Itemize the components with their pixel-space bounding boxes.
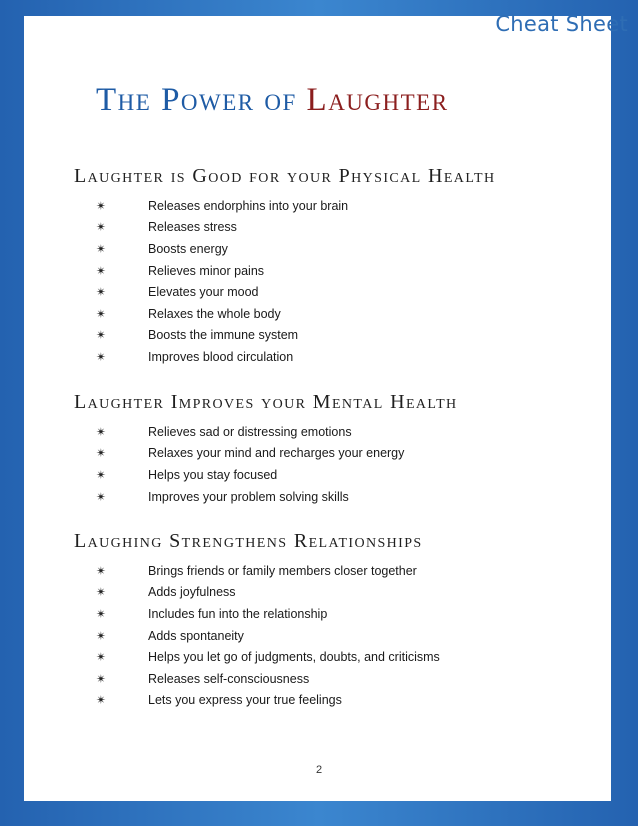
list-relationships bbox=[96, 560, 440, 711]
list-item-text: Improves your problem solving skills bbox=[148, 489, 349, 504]
star-bullet-icon: ✴ bbox=[96, 671, 107, 686]
list-item-text: Relaxes the whole body bbox=[148, 306, 281, 321]
page-title bbox=[96, 82, 449, 119]
star-bullet-icon: ✴ bbox=[96, 628, 107, 643]
star-bullet-icon: ✴ bbox=[96, 693, 107, 708]
section-heading-mental: Laughter Improves your Mental Health bbox=[74, 391, 458, 413]
star-bullet-icon: ✴ bbox=[96, 606, 107, 621]
star-bullet-icon: ✴ bbox=[96, 446, 107, 461]
list-item-text: Elevates your mood bbox=[148, 285, 259, 300]
list-physical bbox=[96, 195, 348, 368]
list-item-text: Releases stress bbox=[148, 220, 237, 235]
list-item bbox=[96, 325, 348, 347]
list-item-text: Relaxes your mind and recharges your energy bbox=[148, 446, 405, 461]
star-bullet-icon: ✴ bbox=[96, 467, 107, 482]
list-item bbox=[96, 625, 440, 647]
star-bullet-icon: ✴ bbox=[96, 489, 107, 504]
list-item bbox=[96, 690, 440, 712]
cheat-sheet-label: Cheat Sheet bbox=[495, 12, 628, 36]
list-item-text: Lets you express your true feelings bbox=[148, 693, 342, 708]
star-bullet-icon: ✴ bbox=[96, 285, 107, 300]
list-item-text: Relieves minor pains bbox=[148, 263, 265, 278]
list-item-text: Adds spontaneity bbox=[148, 628, 244, 643]
list-item-text: Boosts energy bbox=[148, 241, 228, 256]
star-bullet-icon: ✴ bbox=[96, 563, 107, 578]
title-part-1: The Power of bbox=[96, 82, 307, 118]
list-item bbox=[96, 238, 348, 260]
list-item-text: Includes fun into the relationship bbox=[148, 606, 328, 621]
list-mental bbox=[96, 421, 404, 507]
list-item bbox=[96, 443, 404, 465]
list-item bbox=[96, 260, 348, 282]
star-bullet-icon: ✴ bbox=[96, 585, 107, 600]
list-item bbox=[96, 560, 440, 582]
list-item bbox=[96, 464, 404, 486]
list-item-text: Helps you let go of judgments, doubts, and criticisms bbox=[148, 650, 440, 665]
page-number: 2 bbox=[315, 764, 323, 776]
list-item bbox=[96, 668, 440, 690]
star-bullet-icon: ✴ bbox=[96, 306, 107, 321]
list-item bbox=[96, 646, 440, 668]
list-item bbox=[96, 603, 440, 625]
star-bullet-icon: ✴ bbox=[96, 650, 107, 665]
list-item bbox=[96, 281, 348, 303]
star-bullet-icon: ✴ bbox=[96, 328, 107, 343]
section-heading-physical: Laughter is Good for your Physical Health bbox=[74, 165, 496, 187]
star-bullet-icon: ✴ bbox=[96, 349, 107, 364]
star-bullet-icon: ✴ bbox=[96, 263, 107, 278]
list-item-text: Boosts the immune system bbox=[148, 328, 299, 343]
list-item-text: Relieves sad or distressing emotions bbox=[148, 424, 352, 439]
list-item-text: Releases endorphins into your brain bbox=[148, 198, 349, 213]
list-item-text: Brings friends or family members closer together bbox=[148, 563, 417, 578]
star-bullet-icon: ✴ bbox=[96, 424, 107, 439]
star-bullet-icon: ✴ bbox=[96, 241, 107, 256]
list-item bbox=[96, 486, 404, 508]
star-bullet-icon: ✴ bbox=[96, 198, 107, 213]
list-item-text: Releases self-consciousness bbox=[148, 671, 310, 686]
list-item-text: Helps you stay focused bbox=[148, 467, 278, 482]
list-item bbox=[96, 346, 348, 368]
list-item bbox=[96, 303, 348, 325]
list-item bbox=[96, 195, 348, 217]
list-item-text: Improves blood circulation bbox=[148, 349, 294, 364]
list-item bbox=[96, 421, 404, 443]
list-item-text: Adds joyfulness bbox=[148, 585, 236, 600]
title-part-2: Laughter bbox=[306, 82, 449, 118]
star-bullet-icon: ✴ bbox=[96, 220, 107, 235]
section-heading-relationships: Laughing Strengthens Relationships bbox=[74, 530, 423, 552]
list-item bbox=[96, 217, 348, 239]
list-item bbox=[96, 582, 440, 604]
